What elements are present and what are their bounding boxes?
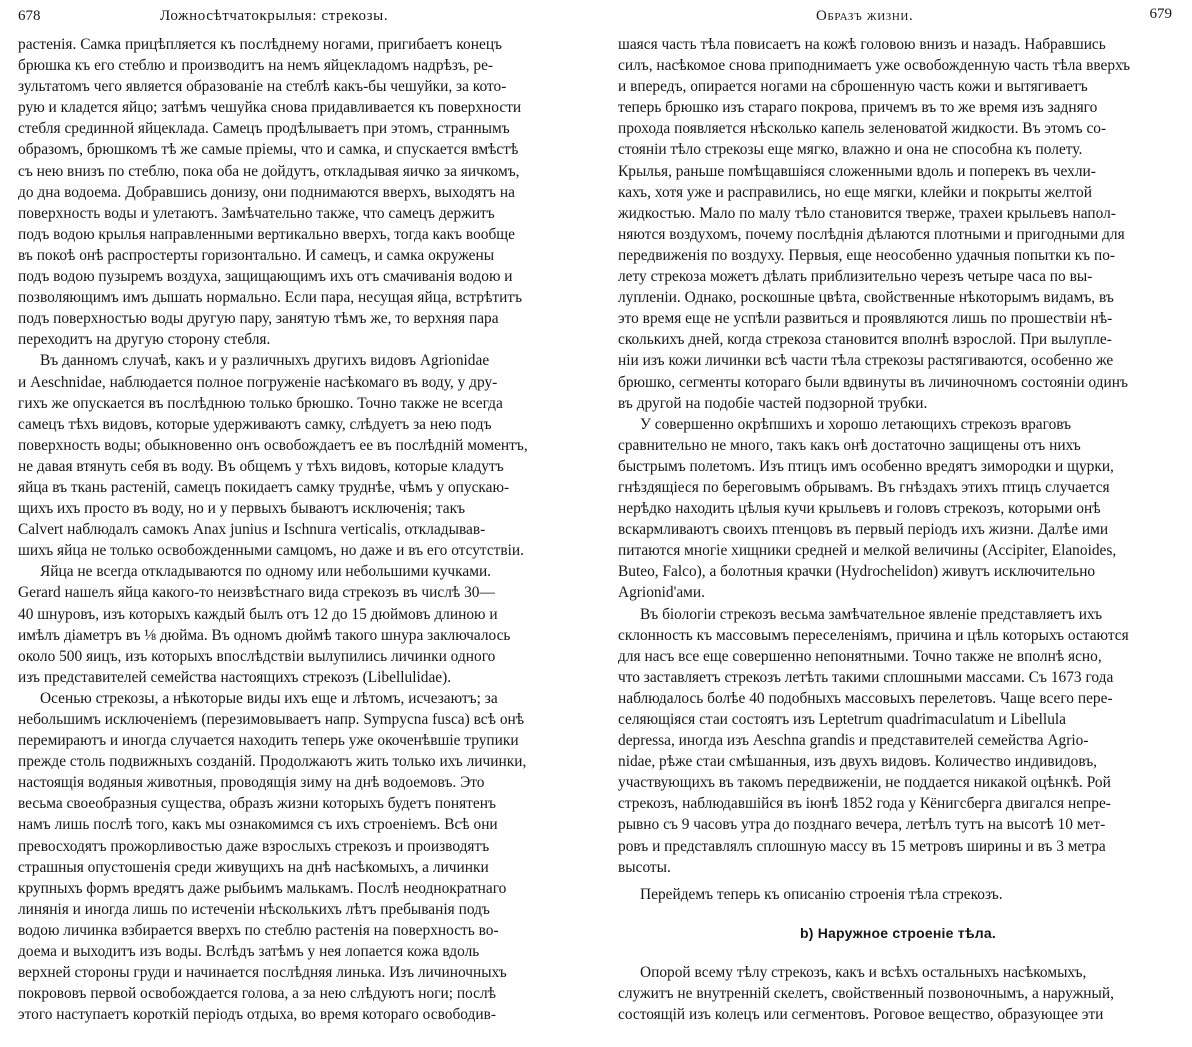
- text-line: Яйца не всегда откладываются по одному или небольшими кучками.: [40, 563, 492, 581]
- text-line: вскармливаютъ своихъ птенцовъ въ первый періодъ ихъ жизни. Далѣе ими: [618, 521, 1109, 539]
- text-line: подъ поверхностью воды другую пару, занятую тѣмъ же, то верхняя пара: [18, 310, 499, 328]
- text-line: сколькихъ дней, когда стрекоза становится вполнѣ взрослой. При вылупле-: [618, 331, 1112, 349]
- text-line: около 500 яицъ, изъ которыхъ впослѣдствіи вылупились личинки одного: [18, 647, 496, 665]
- text-line: Buteo, Falco), а болотныя крачки (Hydrochelidon) живутъ исключительно: [618, 563, 1096, 581]
- text-line: для насъ все еще совершенно непонятными. Точно также не вполнѣ ясно,: [618, 647, 1102, 665]
- running-title: Образъ жизни.: [816, 8, 914, 24]
- text-line: высоты.: [618, 858, 671, 876]
- text-line: служитъ не внутренній скелетъ, свойственный позвоночнымъ, а наружный,: [618, 984, 1114, 1002]
- text-line: рывно съ 9 часовъ утра до позднаго вечера, летѣлъ тутъ на высотѣ 10 мет-: [618, 816, 1106, 834]
- text-line: страшныя опустошенія среди живущихъ на днѣ насѣкомыхъ, а личинки: [18, 858, 489, 876]
- text-line: линянія и иногда лишь по истеченіи нѣсколькихъ лѣтъ пребыванія подъ: [18, 900, 490, 918]
- text-line: стебля срединной яйцекладa. Самецъ продѣлываетъ при этомъ, страннымъ: [18, 120, 510, 138]
- text-line: селяющіяся стаи состоятъ изъ Leptetrum quadrimaculatum и Libellula: [618, 711, 1067, 728]
- text-line: позволяющимъ имъ дышать нормально. Если пара, несущая яйца, встрѣтитъ: [18, 289, 523, 307]
- text-line: и Aeschnidae, наблюдается полное погруженіе насѣкомаго въ воду, у дру-: [18, 373, 498, 391]
- text-line: Крылья, раньше помѣщавшіяся сложенными вдоль и поперекъ въ чехли-: [618, 162, 1096, 180]
- text-line: Опорой всему тѣлу стрекозъ, какъ и всѣхъ остальныхъ насѣкомыхъ,: [640, 963, 1087, 981]
- text-line: зультатомъ чего является образованіе на стеблѣ какъ-бы чешуйки, за кото-: [18, 78, 507, 96]
- text-line: 40 шнуровъ, изъ которыхъ каждый былъ отъ 12 до 15 дюймовъ длиною и: [18, 605, 498, 623]
- text-line: въ покоѣ онѣ распростерты горизонтально. И самецъ, и самка окружены: [18, 246, 495, 264]
- text-line: передвиженія по воздуху. Первыя, еще неособенно удачныя попытки къ по-: [618, 246, 1116, 264]
- text-line: въ другой на подобіе частей подзорной трубки.: [618, 394, 928, 412]
- text-line: брюшка къ его стеблю и производитъ на немъ яйцекладомъ надрѣзъ, ре-: [18, 57, 494, 75]
- text-line: это время еще не успѣли развиться и проявляются лишь по прошествіи нѣ-: [618, 310, 1113, 328]
- text-line: намъ лишь послѣ того, какъ мы ознакомимся съ ихъ строеніемъ. Всѣ они: [18, 816, 498, 834]
- right-page: [596, 0, 1192, 1024]
- text-line: яйца въ ткань растеній, самецъ покидаетъ самку труднѣе, чѣмъ у опускаю-: [18, 478, 510, 496]
- text-line: превосходятъ прожорливостью даже взрослыхъ стрекозъ и производятъ: [18, 837, 490, 855]
- page-number: 678: [18, 8, 41, 24]
- text-line: настоящія водяныя животныя, проводящія зиму на днѣ водоемовъ. Это: [18, 774, 485, 792]
- text-line: брюшко, сегменты котораго были вдвинуты въ личиночномъ состояніи одинъ: [618, 373, 1128, 391]
- text-line: перемираютъ и иногда случается находить теперь уже окоченѣвшіе трупики: [18, 732, 519, 750]
- body-text: [18, 34, 578, 1047]
- text-line: участвующихъ въ такомъ передвиженіи, не поддается никакой оцѣнкѣ. Рой: [618, 774, 1111, 792]
- text-line: У совершенно окрѣпшихъ и хорошо летающихъ стрекозъ враговъ: [640, 415, 1072, 433]
- text-line: щихъ ихъ просто въ воду, но и у первыхъ бываютъ исключенія; такъ: [18, 500, 466, 518]
- text-line: и впередъ, опирается ногами на сброшенную часть кожи и вытягиваетъ: [618, 78, 1088, 96]
- section-heading: b) Наружное строеніе тѣла.: [800, 924, 996, 941]
- text-line: лету стрекоза можетъ дѣлать приблизительно черезъ четыре часа по вы-: [618, 268, 1093, 286]
- text-line: шихъ яйца не только освобожденными самцомъ, но даже и въ его отсутствіи.: [18, 542, 525, 560]
- text-line: до дна водоема. Добравшись донизу, они поднимаются вверхъ, выходятъ на: [18, 183, 515, 201]
- text-line: доема и выходитъ изъ воды. Вслѣдъ затѣмъ у нея лопается кожа вдоль: [18, 943, 480, 961]
- text-line: лупленіи. Однако, роскошные цвѣта, свойственные нѣкоторымъ видамъ, въ: [618, 289, 1114, 307]
- left-page: [0, 0, 590, 1024]
- text-line: стрекозъ, наблюдавшійся въ іюнѣ 1852 года у Кёнигсберга двигался непре-: [618, 795, 1111, 813]
- text-line: сравнительно не много, такъ какъ онѣ достаточно защищены отъ нихъ: [618, 436, 1081, 454]
- text-line: не давая втянуть себя въ воду. Въ общемъ у тѣхъ видовъ, которые кладутъ: [18, 457, 504, 475]
- text-line: состоящій изъ колецъ или сегментовъ. Роговое вещество, образующее эти: [618, 1006, 1104, 1024]
- text-line: образомъ, брюшкомъ тѣ же самые пріемы, что и самка, и спускается вмѣстѣ: [18, 141, 519, 159]
- text-line: nidae, рѣже стаи смѣшанныя, изъ двухъ видовъ. Количество индивидовъ,: [618, 753, 1098, 771]
- text-line: наблюдалось болѣе 40 подобныхъ массовыхъ перелетовъ. Чаще всего пере-: [618, 689, 1113, 707]
- text-line: Gerard нашелъ яйца какого-то неизвѣстнаго вида стрекозъ въ числѣ 30—: [18, 584, 495, 602]
- text-line: Въ біологіи стрекозъ весьма замѣчательное явленіе представляетъ ихъ: [640, 605, 1103, 623]
- text-line: что заставляетъ стрекозъ летѣть такими сплошными массами. Съ 1673 года: [618, 668, 1114, 686]
- text-line: прежде столь подвижныхъ созданій. Продолжаютъ жить только ихъ личинки,: [18, 753, 527, 771]
- text-line: шаяся часть тѣла повисаетъ на кожѣ головою внизъ и назадъ. Набравшись: [618, 36, 1106, 53]
- text-line: питаются многіе хищники средней и мелкой величины (Accipiter, Elanoides,: [618, 542, 1117, 560]
- text-line: силъ, насѣкомое снова приподнимаетъ уже освобожденную часть тѣла вверхъ: [618, 57, 1131, 75]
- text-line: быстрымъ полетомъ. Изъ птицъ имъ особенно вредятъ зимородки и щурки,: [618, 457, 1114, 475]
- text-line: рую и кладется яйцо; затѣмъ чешуйка снова придавливается къ поверхности: [18, 99, 522, 117]
- text-line: растенія. Самка прицѣпляется къ послѣднему ногами, пригибаетъ конецъ: [18, 36, 503, 53]
- text-line: жидкостью. Мало по малу тѣло становится тверже, трахеи крыльевъ напол-: [618, 204, 1116, 222]
- text-line: Agrionid'ами.: [618, 584, 706, 602]
- text-line: гнѣздящіеся по береговымъ обрывамъ. Въ гнѣздахъ этихъ птицъ случается: [618, 478, 1110, 496]
- text-line: подъ водою крылья направленными вертикально вверхъ, тогда какъ вообще: [18, 225, 515, 243]
- text-line: ровъ и представлялъ сплошную массу въ 15 метровъ ширины и въ 3 метра: [618, 837, 1106, 855]
- text-line: самецъ тѣхъ видовъ, которые удерживаютъ самку, слѣдуетъ за нею подъ: [18, 415, 492, 433]
- text-line: гихъ же опускается въ послѣднюю только брюшко. Точно также не всегда: [18, 394, 503, 412]
- text-line: стояніи тѣло стрекозы еще мягко, влажно и она не способна къ полету.: [618, 141, 1083, 159]
- text-line: Осенью стрекозы, а нѣкоторые виды ихъ еще и лѣтомъ, исчезаютъ; за: [40, 689, 498, 707]
- text-line: няются воздухомъ, почему послѣднія дѣлаются плотными и пригодными для: [618, 225, 1125, 243]
- page-number: 679: [1149, 6, 1172, 22]
- text-line: имѣлъ діаметръ въ ⅛ дюйма. Въ одномъ дюймѣ такого шнура заключалось: [18, 626, 511, 644]
- text-line: этого наступаетъ короткій періодъ отдыха, во время котораго освободив-: [18, 1006, 496, 1024]
- text-line: весьма своеобразныя существа, образъ жизни которыхъ будетъ понятенъ: [18, 795, 496, 813]
- text-line: водою личинка взбирается вверхъ по стеблю растенія на поверхность во-: [18, 921, 499, 939]
- text-line: переходитъ на другую сторону стебля.: [18, 331, 271, 349]
- text-line: depressa, иногда изъ Aeschna grandis и представителей семейства Agrio-: [618, 732, 1089, 750]
- text-line: ніи изъ кожи личинки всѣ части тѣла стрекозы растягиваются, особенно же: [618, 352, 1114, 370]
- text-line: кахъ, хотя уже и расправились, но еще мягки, клейки и покрыты желтой: [618, 183, 1092, 201]
- text-line: Въ данномъ случаѣ, какъ и у различныхъ другихъ видовъ Agrionidae: [40, 352, 490, 370]
- text-line: склонность къ массовымъ переселеніямъ, причина и цѣль которыхъ остаются: [618, 626, 1129, 644]
- text-line: поверхность воды; обыкновенно онъ освобождаетъ ее въ послѣдній моментъ,: [18, 436, 528, 454]
- text-line: прохода появляется нѣсколько капель зеленоватой жидкости. Въ этомъ со-: [618, 120, 1107, 138]
- text-line: [18, 1025, 578, 1046]
- text-line: крупныхъ формъ вредятъ даже рыбьимъ малькамъ. Послѣ неоднократнаго: [18, 879, 507, 897]
- text-line: поверхность воды и улетаютъ. Замѣчательно также, что самецъ держитъ: [18, 204, 495, 222]
- text-line: верхней стороны груди и начинается послѣдняя линька. Изъ личиночныхъ: [18, 964, 507, 982]
- text-line: Calvert наблюдалъ самокъ Anax junius и Ischnura verticalis, откладывав-: [18, 521, 486, 539]
- text-line: подъ водою пузыремъ воздуха, защищающимъ ихъ отъ смачиванія водою и: [18, 268, 513, 286]
- body-text: [618, 34, 1178, 1025]
- text-line: изъ представителей семейства настоящихъ стрекозъ (Libellulidae).: [18, 668, 452, 686]
- text-line: небольшимъ исключеніемъ (перезимовываетъ напр. Sympycna fusca) всѣ онѣ: [18, 711, 525, 728]
- text-line: теперь брюшко изъ стараго покрова, причемъ въ то же время изъ задняго: [618, 99, 1098, 117]
- text-line: покрововъ первой освобождается голова, а за нею слѣдуютъ ноги; послѣ: [18, 985, 497, 1003]
- running-title: Ложносѣтчатокрылыя: стрекозы.: [160, 8, 389, 24]
- text-line: нерѣдко находить цѣлыя кучи крыльевъ и головъ стрекозъ, которыми онѣ: [618, 500, 1101, 518]
- text-line: Перейдемъ теперь къ описанію строенія тѣла стрекозъ.: [640, 885, 1003, 903]
- text-line: съ нею внизъ по стеблю, пока оба не дойдутъ, откладывая яичко за яичкомъ,: [18, 162, 520, 180]
